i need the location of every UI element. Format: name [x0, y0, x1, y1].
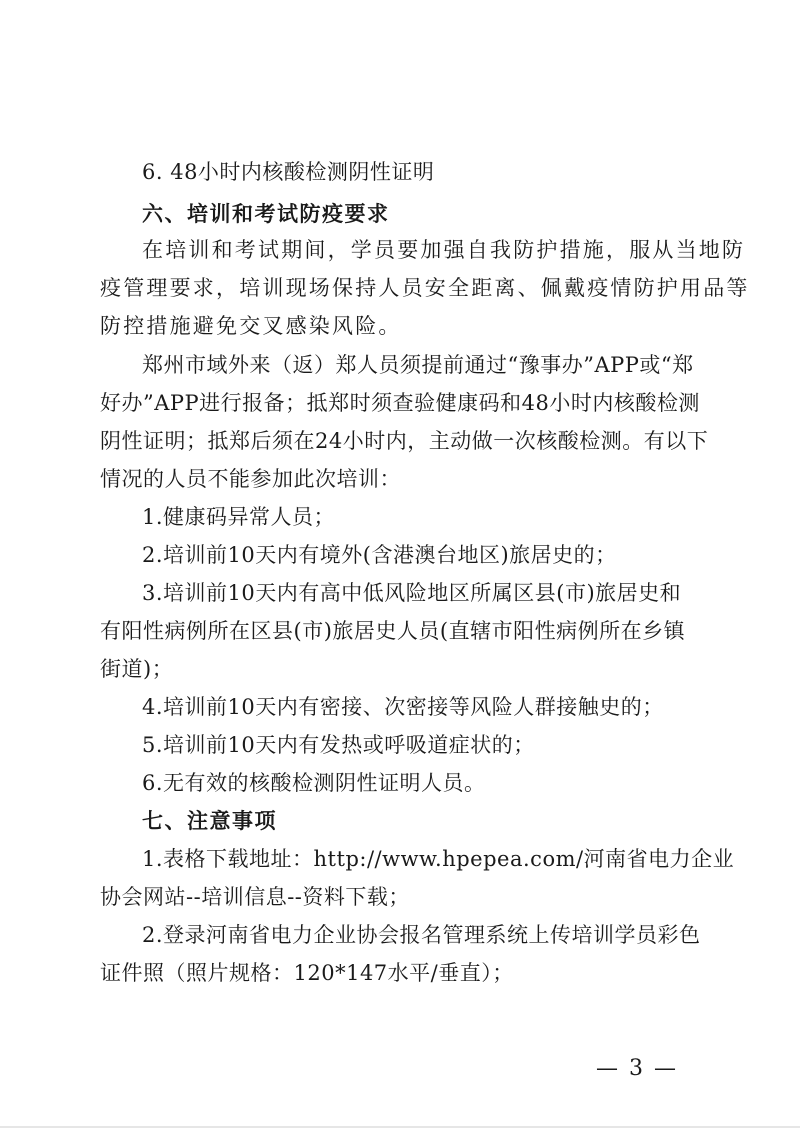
scan-edge-divider	[0, 1126, 800, 1128]
paragraph-line: 在培训和考试期间，学员要加强自我防护措施，服从当地防	[142, 238, 746, 262]
paragraph-line: 疫管理要求，培训现场保持人员安全距离、佩戴疫情防护用品等	[100, 276, 750, 300]
list-item-continuation: 协会网站--培训信息--资料下载；	[100, 885, 410, 909]
list-item: 6.无有效的核酸检测阴性证明人员。	[142, 771, 486, 795]
list-item-continuation: 有阳性病例所在区县(市)旅居史人员(直辖市阳性病例所在乡镇	[100, 619, 686, 643]
list-item: 1.表格下载地址：http://www.hpepea.com/河南省电力企业	[142, 847, 735, 871]
list-item: 3.培训前10天内有高中低风险地区所属区县(市)旅居史和	[142, 581, 682, 605]
list-item: 4.培训前10天内有密接、次密接等风险人群接触史的；	[142, 695, 664, 719]
list-item: 2.培训前10天内有境外(含港澳台地区)旅居史的；	[142, 543, 617, 567]
paragraph-line: 防控措施避免交叉感染风险。	[100, 314, 402, 338]
paragraph-line: 好办”APP进行报备；抵郑时须查验健康码和48小时内核酸检测	[100, 391, 700, 415]
list-item-continuation: 证件照（照片规格：120*147水平/垂直）；	[100, 961, 514, 985]
section-heading-notes: 七、注意事项	[142, 809, 277, 833]
paragraph-line: 情况的人员不能参加此次培训：	[100, 467, 401, 491]
paragraph-line: 阴性证明；抵郑后须在24小时内，主动做一次核酸检测。有以下	[100, 429, 709, 453]
page-number: — 3 —	[596, 1056, 678, 1081]
list-item-continuation: 街道)；	[100, 657, 174, 681]
list-item: 5.培训前10天内有发热或呼吸道症状的；	[142, 733, 535, 757]
list-item: 2.登录河南省电力企业协会报名管理系统上传培训学员彩色	[142, 923, 701, 947]
list-item: 1.健康码异常人员；	[142, 505, 336, 529]
section-heading-epidemic-requirements: 六、培训和考试防疫要求	[142, 202, 390, 226]
paragraph-line: 郑州市域外来（返）郑人员须提前通过“豫事办”APP或“郑	[142, 353, 694, 377]
list-item-required-doc-6: 6. 48小时内核酸检测阴性证明	[142, 160, 435, 184]
